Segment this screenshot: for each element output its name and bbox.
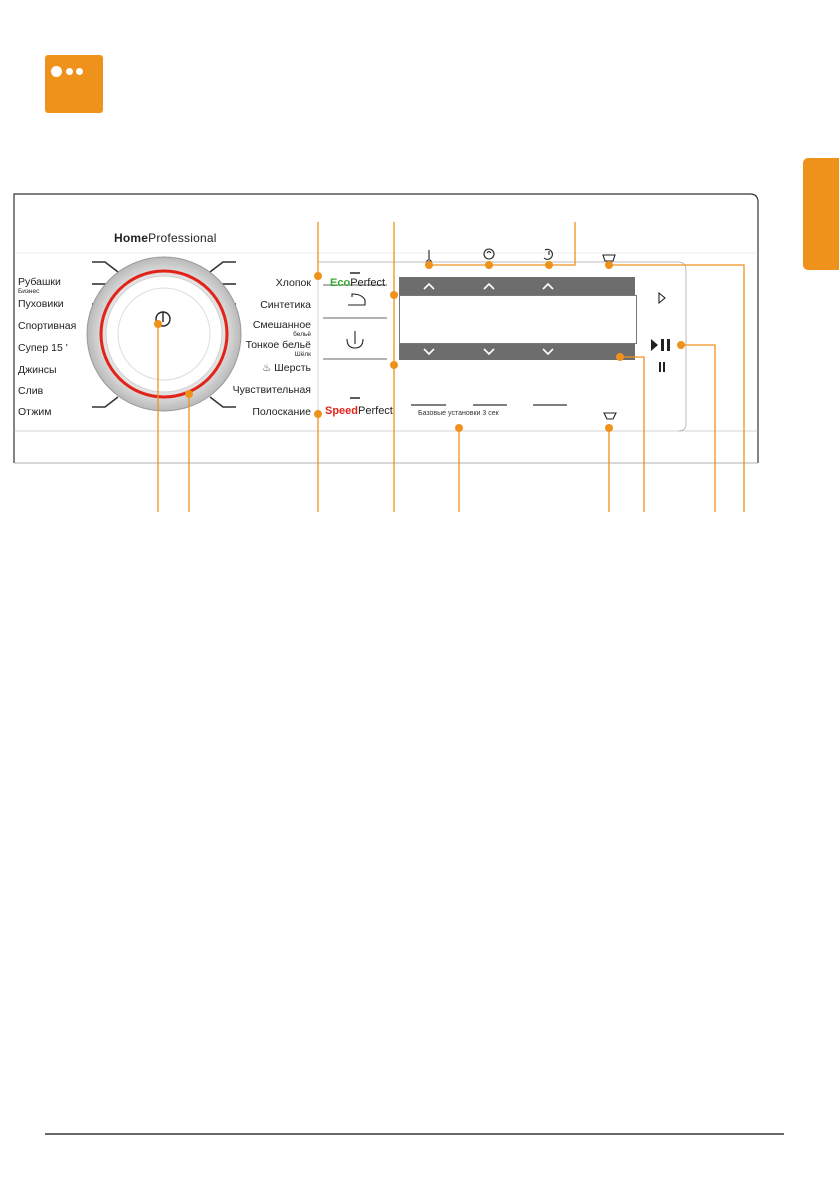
program-right-7: Полоскание [252, 406, 311, 418]
program-right-4: Тонкое бельё Шёлк [245, 339, 311, 358]
eco-perfect-label: EcoPerfect [330, 277, 386, 289]
program-right-5: ♨ Шерсть [262, 362, 311, 374]
program-right-6: Чувствительная [232, 384, 311, 396]
program-left-4: Супер 15 ' [18, 342, 68, 354]
wool-icon: ♨ [262, 363, 272, 374]
program-left-6: Слив [18, 385, 44, 397]
program-right-2: Синтетика [260, 299, 311, 311]
start-pause-icon [651, 293, 670, 372]
display-screen [399, 295, 637, 344]
program-left-2: Пуховики [18, 298, 64, 310]
program-left-1: Рубашки Бизнес [18, 276, 61, 295]
program-left-7: Отжим [18, 406, 52, 418]
program-left-3: Спортивная [18, 320, 77, 332]
iron-icon [348, 294, 365, 305]
timer-icon [544, 249, 552, 259]
stain-icon [603, 255, 615, 261]
speed-perfect-label: SpeedPerfect [325, 405, 393, 417]
program-right-1: Хлопок [275, 277, 311, 289]
program-right-3: Смешанное бельё [252, 319, 311, 338]
brand-label: HomeProfessional [114, 231, 217, 245]
spin-icon [484, 249, 494, 259]
basic-settings-label: Базовые установки 3 сек [418, 410, 499, 417]
program-left-5: Джинсы [18, 364, 57, 376]
drum-icon [604, 413, 616, 419]
hand-wash-icon [347, 331, 363, 348]
